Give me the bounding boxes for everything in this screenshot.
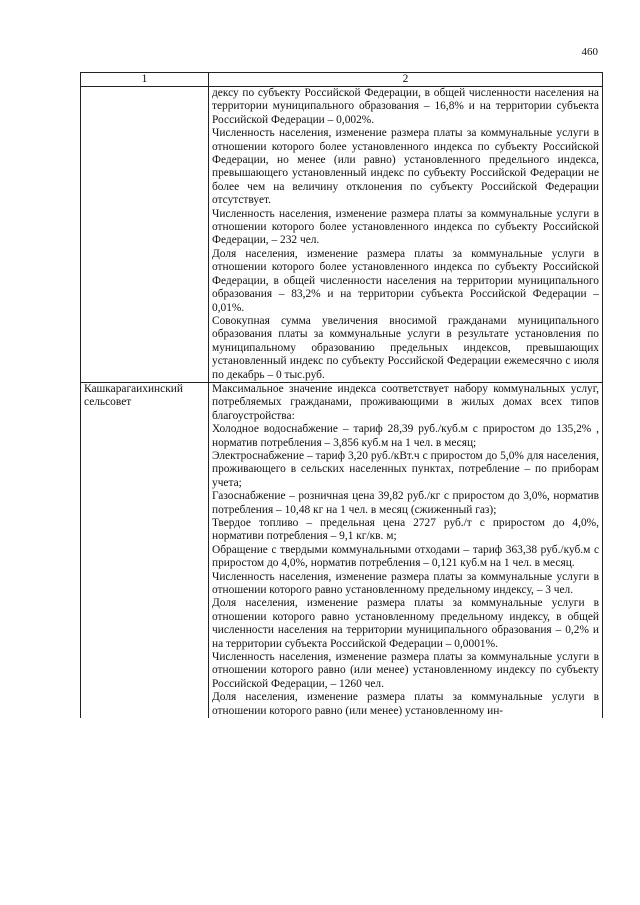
municipality-cell bbox=[81, 87, 209, 383]
paragraph: Численность населения, изменение размера платы за коммунальные услуги в отношении которого равно (или менее) установленному индексу по субъекту Российской Федерации, – 1260 чел. bbox=[212, 651, 599, 690]
paragraph: Совокупная сумма увеличения вносимой гражданами муниципального образования платы за коммунальные услуги в результате установления по муниципальному образованию предельных индексов, превышающих установленный индекс по субъекту Российской Федерации ежемесячно с июля по декабрь – 0 тыс.руб. bbox=[212, 314, 599, 381]
paragraph: дексу по субъекту Российской Федерации, в общей численности населения на территории муниципального образования – 16,8% и на территории субъекта Российской Федерации – 0,002%. bbox=[212, 87, 599, 126]
paragraph: Доля населения, изменение размера платы за коммунальные услуги в отношении которого более установленного индекса по субъекту Российской Федерации, в общей численности населения на территории муниципального образования – 83,2% и на территории субъекта Российской Федерации – 0,01%. bbox=[212, 247, 599, 314]
column-header-1: 1 bbox=[81, 73, 209, 87]
paragraph: Численность населения, изменение размера платы за коммунальные услуги в отношении которого более установленного индекса по субъекту Российской Федерации, – 232 чел. bbox=[212, 207, 599, 247]
table-header-row bbox=[81, 73, 603, 87]
column-header-2: 2 bbox=[209, 73, 603, 87]
page-number: 460 bbox=[581, 46, 598, 58]
description-cell bbox=[209, 87, 603, 383]
paragraph: Численность населения, изменение размера платы за коммунальные услуги в отношении которого равно установленному предельному индексу, – 3 чел. bbox=[212, 570, 599, 597]
table-row bbox=[81, 87, 603, 383]
paragraph: Максимальное значение индекса соответствует набору коммунальных услуг, потребляемых гражданами, проживающими в жилых домах всех типов благоустройства: bbox=[212, 382, 599, 422]
municipality-cell: Кашкарагаихинский сельсовет bbox=[81, 382, 209, 718]
paragraph: Доля населения, изменение размера платы за коммунальные услуги в отношении которого равно установленному предельному индексу, в общей численности населения на территории муниципального образования – 0,2% и на территории субъекта Российской Федерации – 0,0001%. bbox=[212, 597, 599, 650]
paragraph: Доля населения, изменение размера платы за коммунальные услуги в отношении которого равно (или менее) установленному ин- bbox=[212, 691, 599, 717]
paragraph: Численность населения, изменение размера платы за коммунальные услуги в отношении которого более установленного индекса по субъекту Российской Федерации, но менее (или равно) установленного предельного индекса, превышающего установленный индекс по субъекту Российской Федерации не более чем на величину отклонения по субъекту Российской Федерации отсутствует. bbox=[212, 127, 599, 207]
paragraph: Газоснабжение – розничная цена 39,82 руб./кг с приростом до 3,0%, норматив потребления – 10,48 кг на 1 чел. в месяц (сжиженный газ); bbox=[212, 490, 599, 516]
document-table bbox=[80, 72, 602, 718]
paragraph: Холодное водоснабжение – тариф 28,39 руб./куб.м с приростом до 135,2% , норматив потребления – 3,856 куб.м на 1 чел. в месяц; bbox=[212, 423, 599, 449]
paragraph: Твердое топливо – предельная цена 2727 руб./т с приростом до 4,0%, нормативи потребления – 9,1 кг/кв. м; bbox=[212, 517, 599, 543]
paragraph: Обращение с твердыми коммунальными отходами – тариф 363,38 руб./куб.м с приростом до 4,0%, норматив потребления – 0,121 куб.м на 1 чел. в месяц. bbox=[212, 543, 599, 570]
description-cell bbox=[209, 382, 603, 718]
table-row bbox=[81, 382, 603, 718]
data-table bbox=[80, 72, 603, 718]
paragraph: Электроснабжение – тариф 3,20 руб./кВт.ч с приростом до 5,0% для населения, проживающего в сельских населенных пунктах, потребление – по приборам учета; bbox=[212, 449, 599, 489]
